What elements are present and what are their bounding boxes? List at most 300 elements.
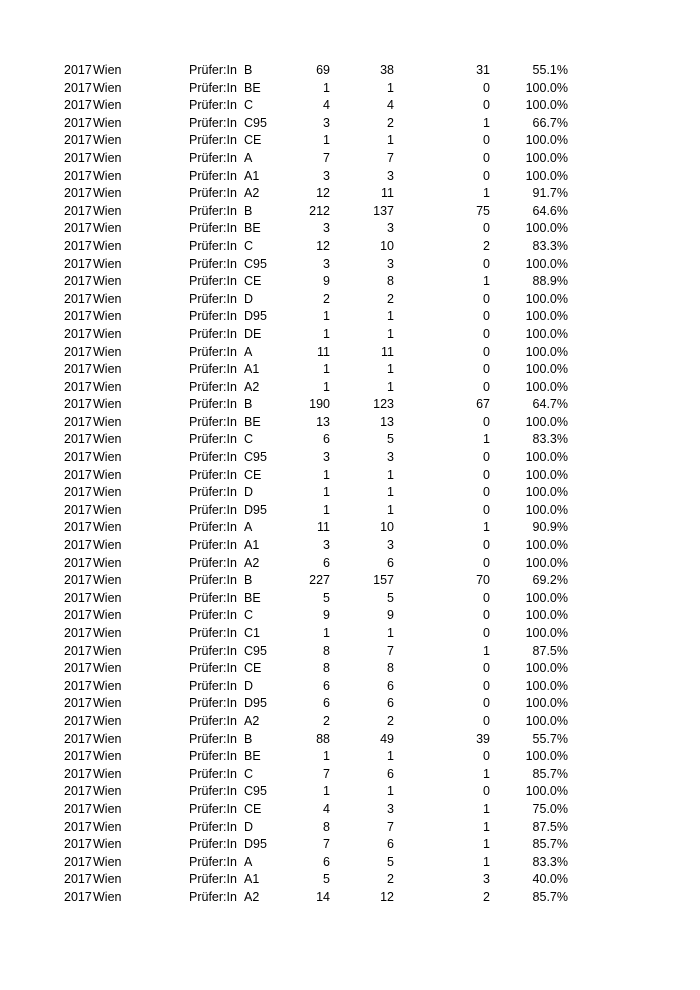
pass-rate-cell: 100.0% <box>525 467 568 482</box>
table-row <box>0 97 700 115</box>
year-cell: 2017 <box>64 731 92 746</box>
passed-cell: 3 <box>387 450 394 465</box>
year-cell: 2017 <box>64 889 92 904</box>
year-cell: 2017 <box>64 133 92 148</box>
year-cell: 2017 <box>64 555 92 570</box>
role-cell: Prüfer:In <box>189 801 237 816</box>
license-class-cell: A <box>244 150 253 165</box>
license-class-cell: C95 <box>244 643 267 658</box>
failed-cell: 0 <box>483 326 490 341</box>
pass-rate-cell: 55.7% <box>532 731 568 746</box>
role-cell: Prüfer:In <box>189 731 237 746</box>
pass-rate-cell: 87.5% <box>532 819 568 834</box>
role-cell: Prüfer:In <box>189 379 237 394</box>
passed-cell: 1 <box>387 784 394 799</box>
license-class-cell: D <box>244 819 254 834</box>
passed-cell: 6 <box>387 555 394 570</box>
city-cell: Wien <box>93 643 122 658</box>
failed-cell: 1 <box>483 837 490 852</box>
total-cell: 12 <box>316 186 330 201</box>
role-cell: Prüfer:In <box>189 661 237 676</box>
table-row <box>0 713 700 731</box>
total-cell: 8 <box>323 819 330 834</box>
total-cell: 212 <box>309 203 330 218</box>
year-cell: 2017 <box>64 203 92 218</box>
license-class-cell: A2 <box>244 379 260 394</box>
table-row <box>0 801 700 819</box>
failed-cell: 2 <box>483 889 490 904</box>
passed-cell: 1 <box>387 502 394 517</box>
total-cell: 1 <box>323 309 330 324</box>
role-cell: Prüfer:In <box>189 538 237 553</box>
failed-cell: 0 <box>483 344 490 359</box>
license-class-cell: C95 <box>244 115 267 130</box>
city-cell: Wien <box>93 766 122 781</box>
table-row <box>0 273 700 291</box>
pass-rate-cell: 100.0% <box>525 362 568 377</box>
city-cell: Wien <box>93 450 122 465</box>
table-row <box>0 185 700 203</box>
license-class-cell: B <box>244 397 253 412</box>
license-class-cell: D95 <box>244 837 267 852</box>
table-row <box>0 731 700 749</box>
failed-cell: 0 <box>483 221 490 236</box>
failed-cell: 0 <box>483 98 490 113</box>
license-class-cell: A1 <box>244 168 260 183</box>
total-cell: 11 <box>317 520 330 535</box>
passed-cell: 1 <box>387 626 394 640</box>
total-cell: 1 <box>323 749 330 764</box>
role-cell: Prüfer:In <box>189 590 237 605</box>
failed-cell: 0 <box>483 168 490 183</box>
total-cell: 1 <box>323 467 330 482</box>
year-cell: 2017 <box>64 643 92 658</box>
year-cell: 2017 <box>64 326 92 341</box>
year-cell: 2017 <box>64 713 92 728</box>
pass-rate-cell: 66.7% <box>532 115 568 130</box>
table-row <box>0 238 700 256</box>
total-cell: 1 <box>323 362 330 377</box>
table-row <box>0 132 700 150</box>
table-row <box>0 449 700 467</box>
failed-cell: 0 <box>483 133 490 148</box>
role-cell: Prüfer:In <box>189 502 237 517</box>
city-cell: Wien <box>93 678 122 693</box>
failed-cell: 75 <box>476 203 490 218</box>
pass-rate-cell: 83.3% <box>532 854 568 869</box>
pass-rate-cell: 100.0% <box>525 678 568 693</box>
city-cell: Wien <box>93 98 122 113</box>
table-row <box>0 766 700 784</box>
role-cell: Prüfer:In <box>189 854 237 869</box>
passed-cell: 2 <box>387 872 394 887</box>
city-cell: Wien <box>93 63 122 77</box>
pass-rate-cell: 100.0% <box>525 450 568 465</box>
year-cell: 2017 <box>64 696 92 711</box>
city-cell: Wien <box>93 344 122 359</box>
license-class-cell: A1 <box>244 538 260 553</box>
city-cell: Wien <box>93 889 122 904</box>
city-cell: Wien <box>93 414 122 429</box>
passed-cell: 3 <box>387 168 394 183</box>
table-row <box>0 555 700 573</box>
failed-cell: 1 <box>483 643 490 658</box>
pass-rate-cell: 100.0% <box>525 344 568 359</box>
city-cell: Wien <box>93 801 122 816</box>
pass-rate-cell: 100.0% <box>525 168 568 183</box>
failed-cell: 0 <box>483 291 490 306</box>
year-cell: 2017 <box>64 749 92 764</box>
total-cell: 3 <box>323 221 330 236</box>
license-class-cell: C95 <box>244 784 267 799</box>
year-cell: 2017 <box>64 98 92 113</box>
year-cell: 2017 <box>64 63 92 77</box>
table-row <box>0 431 700 449</box>
year-cell: 2017 <box>64 837 92 852</box>
failed-cell: 0 <box>483 678 490 693</box>
pass-rate-cell: 100.0% <box>525 133 568 148</box>
role-cell: Prüfer:In <box>189 784 237 799</box>
failed-cell: 0 <box>483 713 490 728</box>
role-cell: Prüfer:In <box>189 520 237 535</box>
failed-cell: 67 <box>476 397 490 412</box>
failed-cell: 2 <box>483 238 490 253</box>
total-cell: 1 <box>323 379 330 394</box>
license-class-cell: A2 <box>244 186 260 201</box>
pass-rate-cell: 100.0% <box>525 749 568 764</box>
city-cell: Wien <box>93 819 122 834</box>
failed-cell: 0 <box>483 467 490 482</box>
city-cell: Wien <box>93 168 122 183</box>
total-cell: 11 <box>317 344 330 359</box>
failed-cell: 1 <box>483 766 490 781</box>
total-cell: 1 <box>323 80 330 95</box>
passed-cell: 1 <box>387 485 394 500</box>
table-row <box>0 590 700 608</box>
role-cell: Prüfer:In <box>189 713 237 728</box>
license-class-cell: C95 <box>244 450 267 465</box>
role-cell: Prüfer:In <box>189 414 237 429</box>
pass-rate-cell: 100.0% <box>525 696 568 711</box>
table-row <box>0 519 700 537</box>
license-class-cell: A1 <box>244 362 260 377</box>
city-cell: Wien <box>93 274 122 289</box>
table-row <box>0 537 700 555</box>
role-cell: Prüfer:In <box>189 309 237 324</box>
total-cell: 3 <box>323 256 330 271</box>
total-cell: 3 <box>323 450 330 465</box>
city-cell: Wien <box>93 467 122 482</box>
role-cell: Prüfer:In <box>189 819 237 834</box>
year-cell: 2017 <box>64 502 92 517</box>
city-cell: Wien <box>93 186 122 201</box>
year-cell: 2017 <box>64 238 92 253</box>
license-class-cell: C <box>244 98 254 113</box>
table-row <box>0 256 700 274</box>
role-cell: Prüfer:In <box>189 221 237 236</box>
year-cell: 2017 <box>64 414 92 429</box>
pass-rate-cell: 100.0% <box>525 309 568 324</box>
failed-cell: 0 <box>483 450 490 465</box>
role-cell: Prüfer:In <box>189 133 237 148</box>
city-cell: Wien <box>93 291 122 306</box>
failed-cell: 1 <box>483 432 490 447</box>
role-cell: Prüfer:In <box>189 326 237 341</box>
role-cell: Prüfer:In <box>189 643 237 658</box>
total-cell: 6 <box>323 854 330 869</box>
failed-cell: 39 <box>476 731 490 746</box>
total-cell: 6 <box>323 432 330 447</box>
failed-cell: 0 <box>483 485 490 500</box>
pass-rate-cell: 100.0% <box>525 379 568 394</box>
role-cell: Prüfer:In <box>189 837 237 852</box>
license-class-cell: A2 <box>244 555 260 570</box>
city-cell: Wien <box>93 80 122 95</box>
year-cell: 2017 <box>64 872 92 887</box>
failed-cell: 0 <box>483 784 490 799</box>
pass-rate-cell: 100.0% <box>525 80 568 95</box>
pass-rate-cell: 55.1% <box>532 63 568 77</box>
year-cell: 2017 <box>64 150 92 165</box>
city-cell: Wien <box>93 362 122 377</box>
city-cell: Wien <box>93 238 122 253</box>
year-cell: 2017 <box>64 186 92 201</box>
year-cell: 2017 <box>64 432 92 447</box>
passed-cell: 5 <box>387 590 394 605</box>
failed-cell: 0 <box>483 626 490 640</box>
pass-rate-cell: 100.0% <box>525 713 568 728</box>
year-cell: 2017 <box>64 168 92 183</box>
total-cell: 12 <box>316 238 330 253</box>
failed-cell: 0 <box>483 608 490 623</box>
year-cell: 2017 <box>64 115 92 130</box>
table-row <box>0 625 700 643</box>
passed-cell: 11 <box>381 344 394 359</box>
passed-cell: 12 <box>380 889 394 904</box>
failed-cell: 0 <box>483 414 490 429</box>
year-cell: 2017 <box>64 291 92 306</box>
pass-rate-cell: 100.0% <box>525 590 568 605</box>
total-cell: 1 <box>323 326 330 341</box>
total-cell: 6 <box>323 678 330 693</box>
role-cell: Prüfer:In <box>189 889 237 904</box>
license-class-cell: C <box>244 238 254 253</box>
role-cell: Prüfer:In <box>189 872 237 887</box>
passed-cell: 3 <box>387 221 394 236</box>
table-row <box>0 695 700 713</box>
table-row <box>0 291 700 309</box>
table-row <box>0 80 700 98</box>
year-cell: 2017 <box>64 485 92 500</box>
table-row <box>0 678 700 696</box>
passed-cell: 1 <box>387 80 394 95</box>
passed-cell: 1 <box>387 379 394 394</box>
license-class-cell: A <box>244 854 253 869</box>
role-cell: Prüfer:In <box>189 749 237 764</box>
role-cell: Prüfer:In <box>189 626 237 640</box>
year-cell: 2017 <box>64 608 92 623</box>
failed-cell: 1 <box>483 819 490 834</box>
failed-cell: 0 <box>483 661 490 676</box>
license-class-cell: D <box>244 678 254 693</box>
passed-cell: 10 <box>380 238 394 253</box>
total-cell: 1 <box>323 133 330 148</box>
role-cell: Prüfer:In <box>189 696 237 711</box>
table-row <box>0 115 700 133</box>
city-cell: Wien <box>93 326 122 341</box>
total-cell: 14 <box>316 889 330 904</box>
failed-cell: 0 <box>483 256 490 271</box>
license-class-cell: B <box>244 573 253 588</box>
pass-rate-cell: 69.2% <box>532 573 568 588</box>
failed-cell: 1 <box>483 520 490 535</box>
role-cell: Prüfer:In <box>189 678 237 693</box>
passed-cell: 13 <box>380 414 394 429</box>
failed-cell: 1 <box>483 186 490 201</box>
table-row <box>0 150 700 168</box>
passed-cell: 9 <box>387 608 394 623</box>
city-cell: Wien <box>93 696 122 711</box>
total-cell: 2 <box>323 713 330 728</box>
city-cell: Wien <box>93 661 122 676</box>
license-class-cell: D95 <box>244 502 267 517</box>
passed-cell: 2 <box>387 713 394 728</box>
passed-cell: 7 <box>387 643 394 658</box>
role-cell: Prüfer:In <box>189 485 237 500</box>
passed-cell: 5 <box>387 854 394 869</box>
license-class-cell: BE <box>244 221 261 236</box>
table-row <box>0 467 700 485</box>
failed-cell: 0 <box>483 309 490 324</box>
city-cell: Wien <box>93 626 122 640</box>
table-row <box>0 871 700 889</box>
passed-cell: 123 <box>373 397 394 412</box>
passed-cell: 1 <box>387 467 394 482</box>
license-class-cell: A <box>244 344 253 359</box>
passed-cell: 1 <box>387 309 394 324</box>
failed-cell: 0 <box>483 80 490 95</box>
failed-cell: 0 <box>483 749 490 764</box>
pass-rate-cell: 100.0% <box>525 221 568 236</box>
role-cell: Prüfer:In <box>189 362 237 377</box>
pass-rate-cell: 83.3% <box>532 238 568 253</box>
passed-cell: 1 <box>387 326 394 341</box>
city-cell: Wien <box>93 256 122 271</box>
passed-cell: 157 <box>373 573 394 588</box>
city-cell: Wien <box>93 854 122 869</box>
pass-rate-cell: 88.9% <box>532 274 568 289</box>
passed-cell: 1 <box>387 133 394 148</box>
total-cell: 8 <box>323 661 330 676</box>
total-cell: 4 <box>323 801 330 816</box>
year-cell: 2017 <box>64 626 92 640</box>
year-cell: 2017 <box>64 819 92 834</box>
data-table <box>0 62 700 907</box>
role-cell: Prüfer:In <box>189 608 237 623</box>
total-cell: 3 <box>323 538 330 553</box>
passed-cell: 6 <box>387 837 394 852</box>
table-row <box>0 62 700 80</box>
year-cell: 2017 <box>64 344 92 359</box>
pass-rate-cell: 100.0% <box>525 784 568 799</box>
role-cell: Prüfer:In <box>189 115 237 130</box>
role-cell: Prüfer:In <box>189 344 237 359</box>
pass-rate-cell: 100.0% <box>525 256 568 271</box>
failed-cell: 0 <box>483 555 490 570</box>
license-class-cell: A1 <box>244 872 260 887</box>
passed-cell: 3 <box>387 538 394 553</box>
passed-cell: 5 <box>387 432 394 447</box>
failed-cell: 0 <box>483 362 490 377</box>
role-cell: Prüfer:In <box>189 80 237 95</box>
total-cell: 2 <box>323 291 330 306</box>
table-row <box>0 220 700 238</box>
total-cell: 1 <box>323 485 330 500</box>
pass-rate-cell: 100.0% <box>525 291 568 306</box>
total-cell: 6 <box>323 555 330 570</box>
city-cell: Wien <box>93 203 122 218</box>
table-row <box>0 308 700 326</box>
role-cell: Prüfer:In <box>189 63 237 77</box>
pass-rate-cell: 85.7% <box>532 889 568 904</box>
table-row <box>0 643 700 661</box>
role-cell: Prüfer:In <box>189 256 237 271</box>
table-row <box>0 203 700 221</box>
pass-rate-cell: 100.0% <box>525 538 568 553</box>
city-cell: Wien <box>93 133 122 148</box>
failed-cell: 0 <box>483 538 490 553</box>
pass-rate-cell: 100.0% <box>525 661 568 676</box>
year-cell: 2017 <box>64 661 92 676</box>
year-cell: 2017 <box>64 80 92 95</box>
pass-rate-cell: 87.5% <box>532 643 568 658</box>
passed-cell: 38 <box>380 63 394 77</box>
year-cell: 2017 <box>64 450 92 465</box>
role-cell: Prüfer:In <box>189 291 237 306</box>
city-cell: Wien <box>93 608 122 623</box>
table-row <box>0 502 700 520</box>
role-cell: Prüfer:In <box>189 467 237 482</box>
city-cell: Wien <box>93 221 122 236</box>
year-cell: 2017 <box>64 379 92 394</box>
passed-cell: 2 <box>387 291 394 306</box>
passed-cell: 3 <box>387 801 394 816</box>
pass-rate-cell: 100.0% <box>525 150 568 165</box>
year-cell: 2017 <box>64 362 92 377</box>
total-cell: 4 <box>323 98 330 113</box>
pass-rate-cell: 100.0% <box>525 608 568 623</box>
pass-rate-cell: 100.0% <box>525 485 568 500</box>
year-cell: 2017 <box>64 573 92 588</box>
license-class-cell: A2 <box>244 713 260 728</box>
role-cell: Prüfer:In <box>189 150 237 165</box>
role-cell: Prüfer:In <box>189 186 237 201</box>
table-row <box>0 889 700 907</box>
total-cell: 7 <box>323 150 330 165</box>
failed-cell: 0 <box>483 590 490 605</box>
passed-cell: 49 <box>380 731 394 746</box>
license-class-cell: B <box>244 731 253 746</box>
pass-rate-cell: 75.0% <box>532 801 568 816</box>
pass-rate-cell: 91.7% <box>532 186 568 201</box>
table-row <box>0 361 700 379</box>
total-cell: 88 <box>316 731 330 746</box>
table-row <box>0 484 700 502</box>
pass-rate-cell: 100.0% <box>525 555 568 570</box>
year-cell: 2017 <box>64 309 92 324</box>
role-cell: Prüfer:In <box>189 98 237 113</box>
table-row <box>0 660 700 678</box>
